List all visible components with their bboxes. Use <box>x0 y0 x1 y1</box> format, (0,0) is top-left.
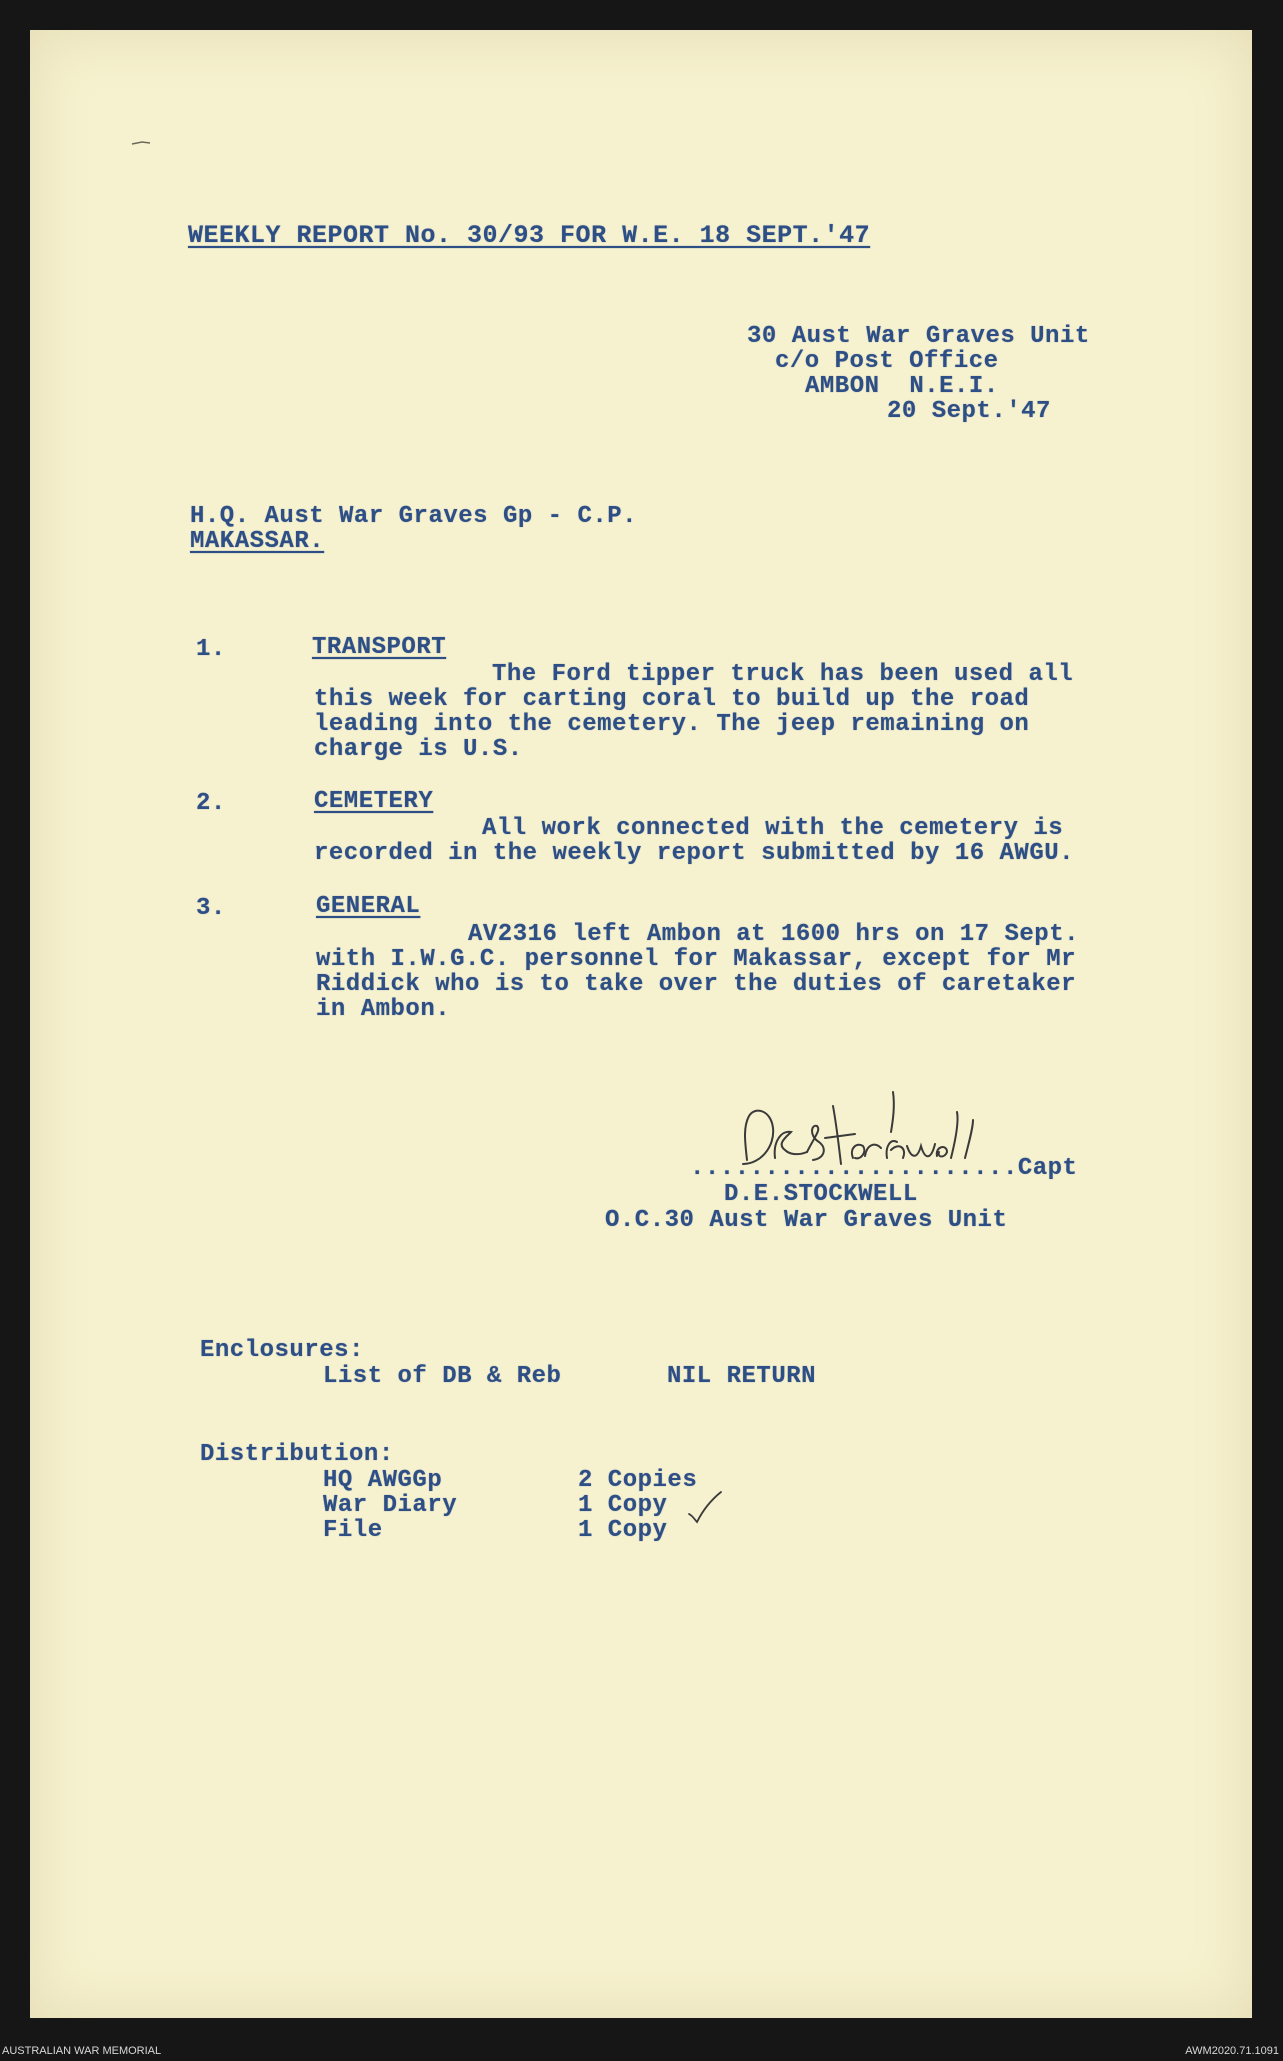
distribution-copies: 1 Copy <box>578 1492 668 1519</box>
section-line: recorded in the weekly report submitted by 16 AWGU. <box>314 840 1075 867</box>
section-heading: TRANSPORT <box>312 634 447 661</box>
enclosures-status: NIL RETURN <box>667 1363 817 1390</box>
distribution-copies: 1 Copy <box>578 1517 668 1544</box>
footer-accession-number: AWM2020.71.1091 <box>1185 2045 1279 2057</box>
sender-unit: 30 Aust War Graves Unit <box>747 323 1090 350</box>
recipient-line: H.Q. Aust War Graves Gp - C.P. <box>190 503 638 530</box>
signatory-name: D.E.STOCKWELL <box>724 1181 918 1208</box>
section-number: 2. <box>196 790 226 817</box>
section-line: leading into the cemetery. The jeep remaining on <box>314 711 1030 738</box>
section-line: this week for carting coral to build up the road <box>314 686 1030 713</box>
section-heading: GENERAL <box>316 893 421 920</box>
section-first-line: All work connected with the cemetery is <box>482 815 1064 842</box>
section-number: 3. <box>196 895 226 922</box>
distribution-label: Distribution: <box>200 1441 394 1468</box>
section-first-line: The Ford tipper truck has been used all <box>492 661 1074 688</box>
signature-dots-line: ......................Capt <box>690 1155 1078 1182</box>
distribution-recipient: File <box>323 1517 383 1544</box>
section-line: charge is U.S. <box>314 736 523 763</box>
section-line: with I.W.G.C. personnel for Makassar, except for Mr <box>316 946 1077 973</box>
section-heading: CEMETERY <box>314 788 434 815</box>
distribution-recipient: HQ AWGGp <box>323 1467 443 1494</box>
enclosures-item: List of DB & Reb <box>323 1363 562 1390</box>
paper-mark <box>130 138 154 148</box>
section-first-line: AV2316 left Ambon at 1600 hrs on 17 Sept. <box>468 921 1079 948</box>
checkmark-icon <box>685 1490 725 1526</box>
recipient-city: MAKASSAR. <box>190 528 325 555</box>
distribution-recipient: War Diary <box>323 1492 458 1519</box>
report-title: WEEKLY REPORT No. 30/93 FOR W.E. 18 SEPT.'47 <box>188 221 871 250</box>
document-page <box>30 30 1252 2018</box>
enclosures-label: Enclosures: <box>200 1337 364 1364</box>
section-number: 1. <box>196 636 226 663</box>
sender-address: c/o Post Office <box>775 348 999 375</box>
section-line: in Ambon. <box>316 996 451 1023</box>
sender-location: AMBON N.E.I. <box>805 373 999 400</box>
footer-credit: AUSTRALIAN WAR MEMORIAL <box>2 2045 162 2057</box>
section-line: Riddick who is to take over the duties of caretaker <box>316 971 1077 998</box>
sender-date: 20 Sept.'47 <box>887 398 1051 425</box>
distribution-copies: 2 Copies <box>578 1467 698 1494</box>
signatory-position: O.C.30 Aust War Graves Unit <box>605 1207 1008 1234</box>
